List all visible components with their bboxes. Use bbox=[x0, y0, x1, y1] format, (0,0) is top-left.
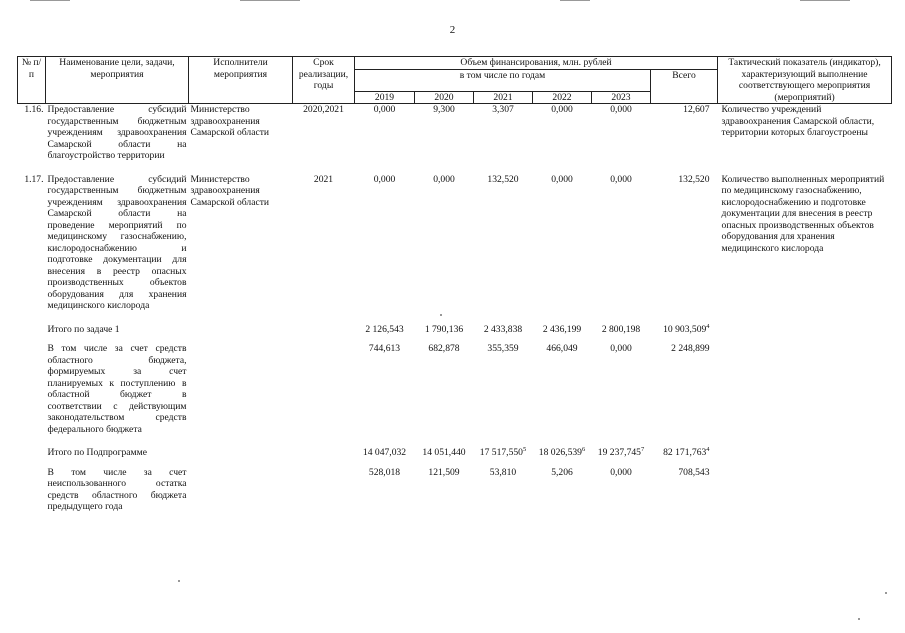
scan-speck bbox=[178, 580, 180, 582]
summary-value-2023: 2 800,198 bbox=[601, 323, 641, 335]
summary-value-2020: 14 051,440 bbox=[422, 447, 466, 458]
header-name: Наименование цели, задачи, мероприятия bbox=[46, 57, 189, 104]
summary-value-2021: 2 433,838 bbox=[483, 323, 523, 335]
summary-total: 10 903,509$^4$ bbox=[663, 322, 710, 335]
row-value-2023: 0,000 bbox=[610, 104, 632, 115]
row-value-2020: 9,300 bbox=[433, 104, 455, 115]
funding-table bbox=[17, 56, 892, 513]
scan-speck bbox=[885, 592, 887, 594]
summary-row-unused-balance bbox=[18, 467, 892, 513]
header-num: № п/п bbox=[18, 57, 46, 104]
footnote-marker: 4 bbox=[706, 322, 710, 330]
header-by-years: в том числе по годам bbox=[355, 69, 651, 91]
header-year-2023: 2023 bbox=[592, 91, 651, 104]
summary-value-2020: 682,878 bbox=[428, 343, 460, 354]
summary-value-2019: 528,018 bbox=[368, 466, 401, 478]
row-value-2021: 132,520 bbox=[487, 173, 519, 185]
row-total: 132,520 bbox=[678, 173, 710, 185]
row-value-2020: 0,000 bbox=[433, 173, 455, 185]
summary-value-2022: 5,206 bbox=[551, 466, 573, 478]
header-executors: Исполнители мероприятия bbox=[189, 57, 293, 104]
header-term: Срок реализации, годы bbox=[293, 57, 355, 104]
row-term: 2020,2021 bbox=[303, 104, 344, 115]
summary-name: В том числе за счет средств областного бюджета, формируемых за счет планируемых к поступлению в областной бюджет в соответствии с действующим законодательством средств федерального бюджета bbox=[47, 343, 187, 435]
table-row bbox=[18, 174, 892, 312]
summary-value-2022: 18 026,539$^6$ bbox=[538, 446, 586, 458]
header-funding: Объем финансирования, млн. рублей bbox=[355, 57, 718, 70]
summary-value-2021: 17 517,550$^5$ bbox=[479, 446, 527, 458]
header-indicator: Тактический показатель (индикатор), характеризующий выполнение соответствующего мероприятия (мероприятий) bbox=[718, 57, 892, 104]
row-value-2023: 0,000 bbox=[610, 173, 632, 185]
row-indicator: Количество выполненных мероприятий по медицинскому газоснабжению, кислородоснабжению и подготовке документации для внесения в реестр опасных производственных объектов оборудования для хранения медицинского кислорода bbox=[721, 173, 885, 254]
row-value-2022: 0,000 bbox=[551, 173, 573, 185]
row-indicator: Количество учреждений здравоохранения Самарской области, территории которых благоустроены bbox=[721, 104, 875, 138]
summary-value-2023: 19 237,745$^7$ bbox=[597, 446, 645, 458]
page-number: 2 bbox=[449, 24, 456, 36]
summary-value-2019: 744,613 bbox=[368, 343, 401, 354]
row-value-2019: 0,000 bbox=[373, 173, 396, 185]
footnote-marker: 7 bbox=[640, 446, 645, 453]
summary-value-2023: 0,000 bbox=[610, 343, 632, 354]
header-year-2019: 2019 bbox=[355, 91, 415, 104]
summary-row-task-total bbox=[18, 324, 892, 336]
footnote-marker: 5 bbox=[522, 446, 527, 453]
summary-value-2021: 355,359 bbox=[487, 343, 519, 354]
summary-value-2019: 14 047,032 bbox=[362, 447, 407, 458]
summary-value-2020: 1 790,136 bbox=[424, 323, 464, 335]
row-name: Предоставление субсидий государственным бюджетным учреждениям здравоохранения Самарской области на благоустройство территории bbox=[47, 104, 187, 161]
header-year-2021: 2021 bbox=[474, 91, 533, 104]
row-executor: Министерство здравоохранения Самарской области bbox=[190, 173, 270, 208]
row-name: Предоставление субсидий государственным бюджетным учреждениям здравоохранения Самарской области на проведение мероприятий по медицинскому газоснабжению, кислородоснабжению и подготовке документации для внесения в реестр опасных производственных объектов оборудования для хранения медицинского кислорода bbox=[47, 173, 187, 311]
row-value-2022: 0,000 bbox=[551, 104, 573, 115]
row-number: 1.17. bbox=[24, 173, 44, 185]
summary-total: 2 248,899 bbox=[671, 343, 710, 354]
summary-name: В том числе за счет неиспользованного остатка средств областного бюджета предыдущего года bbox=[47, 466, 187, 512]
scan-speck bbox=[440, 314, 442, 316]
scan-speck bbox=[858, 618, 860, 620]
summary-value-2020: 121,509 bbox=[428, 466, 460, 478]
summary-value-2021: 53,810 bbox=[489, 466, 517, 478]
header-total: Всего bbox=[651, 69, 718, 104]
header-year-2022: 2022 bbox=[533, 91, 592, 104]
summary-name: Итого по задаче 1 bbox=[47, 323, 120, 335]
summary-total: 82 171,763$^4$ bbox=[663, 446, 710, 458]
row-value-2019: 0,000 bbox=[373, 104, 396, 115]
row-executor: Министерство здравоохранения Самарской области bbox=[190, 104, 270, 138]
summary-value-2022: 2 436,199 bbox=[542, 323, 582, 335]
row-number: 1.16. bbox=[24, 104, 44, 115]
summary-row-federal-funds bbox=[18, 343, 892, 435]
row-total: 12,607 bbox=[683, 104, 710, 115]
footnote-marker: 4 bbox=[706, 446, 710, 453]
summary-value-2023: 0,000 bbox=[610, 466, 632, 478]
summary-value-2022: 466,049 bbox=[546, 343, 578, 354]
scan-top-edge bbox=[0, 0, 905, 3]
summary-value-2019: 2 126,543 bbox=[365, 323, 404, 335]
row-term: 2021 bbox=[313, 173, 334, 185]
table-row bbox=[18, 104, 892, 162]
footnote-marker: 6 bbox=[581, 446, 586, 453]
summary-row-subprogram-total bbox=[18, 447, 892, 459]
summary-name: Итого по Подпрограмме bbox=[47, 447, 147, 458]
header-year-2020: 2020 bbox=[415, 91, 474, 104]
row-value-2021: 3,307 bbox=[492, 104, 514, 115]
summary-total: 708,543 bbox=[678, 466, 710, 478]
